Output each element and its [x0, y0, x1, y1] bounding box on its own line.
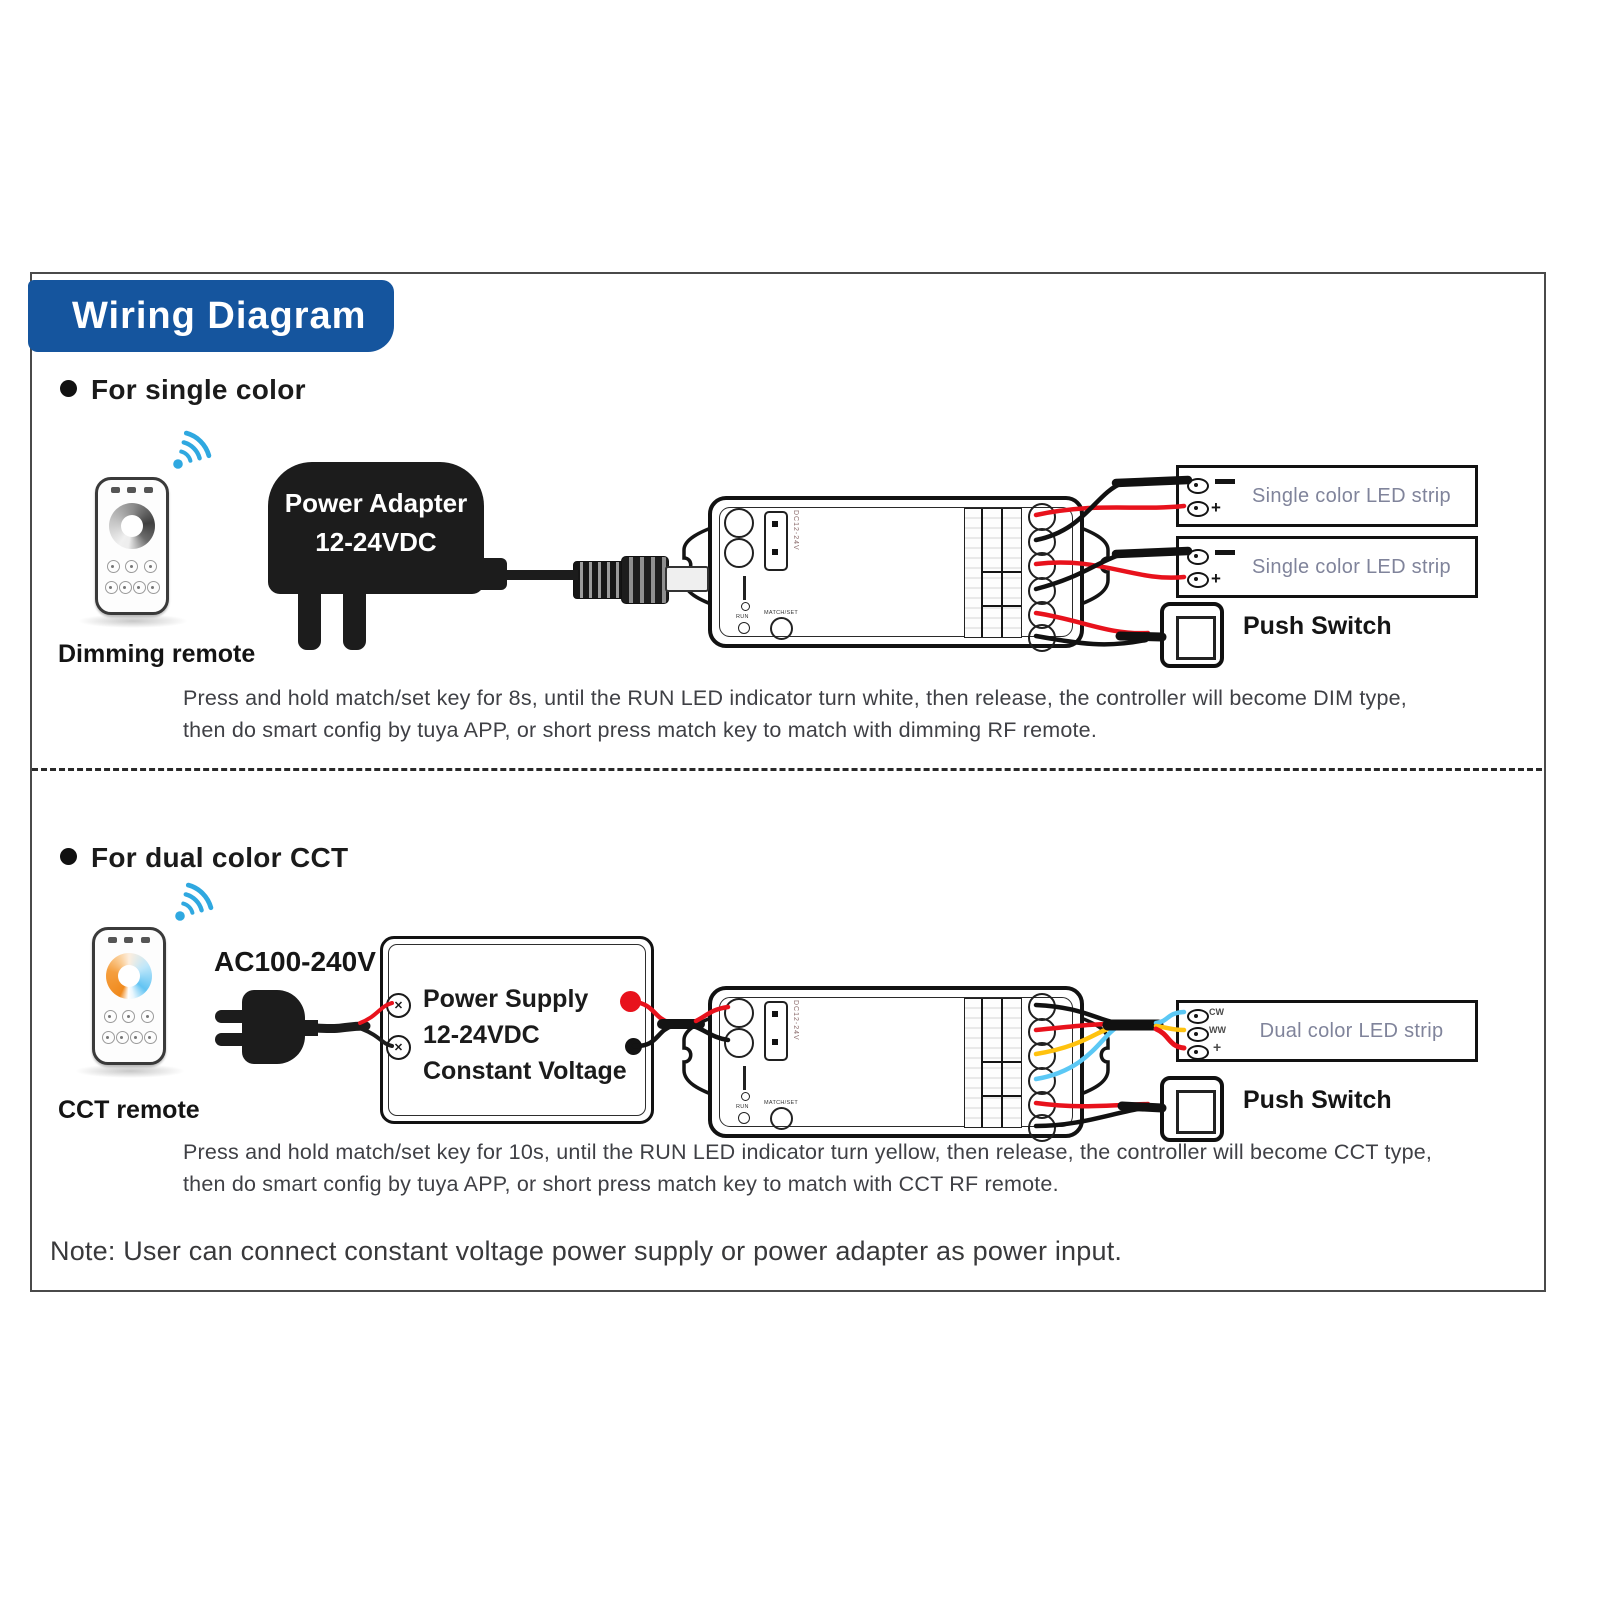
wifi-signal-icon — [172, 876, 220, 924]
dc-input-terminal — [724, 998, 754, 1028]
strip-terminal-plus — [1187, 572, 1209, 588]
strip-terminal-plus — [1187, 1045, 1209, 1060]
match-set-button — [770, 1107, 793, 1130]
polarity-block — [764, 511, 788, 571]
cct-dial — [106, 953, 152, 999]
dc-input-terminal — [724, 538, 754, 568]
section2-description: Press and hold match/set key for 10s, until the RUN LED indicator turn yellow, then release, the controller will become CCT type, then do smart config by tuya APP, or short press match key to match with CCT RF remote. — [183, 1140, 1433, 1196]
output-terminal-block — [964, 508, 1022, 638]
ps-input-terminal: ✕ — [386, 1035, 411, 1060]
remote-top-buttons — [95, 937, 163, 943]
push-switch-label: Push Switch — [1243, 1086, 1392, 1114]
strip-terminal-minus — [1187, 478, 1209, 494]
dimming-dial — [109, 503, 155, 549]
wifi-signal-icon — [170, 424, 218, 472]
dc-jack-symbol — [743, 576, 746, 600]
run-led — [738, 622, 750, 634]
remote-shadow — [75, 1064, 185, 1078]
match-set-label: MATCH/SET — [764, 610, 799, 616]
push-switch-label: Push Switch — [1243, 612, 1392, 640]
dc-input-terminal — [724, 508, 754, 538]
terminal-label-cw: CW — [1209, 1007, 1224, 1017]
adapter-prong — [298, 592, 321, 650]
strip-terminal-cw — [1187, 1009, 1209, 1024]
section1-heading: For single color — [60, 374, 306, 406]
plug-prong — [215, 1033, 245, 1046]
run-led-label: RUN — [736, 1104, 749, 1110]
plug-prong — [215, 1010, 245, 1023]
minus-mark — [1215, 550, 1235, 555]
page-title: Wiring Diagram — [72, 294, 367, 337]
output-terminal-block — [964, 998, 1022, 1128]
remote-button-row — [95, 1031, 163, 1044]
push-switch-2 — [1160, 1076, 1224, 1142]
output-terminal — [1028, 552, 1056, 580]
match-set-label: MATCH/SET — [764, 1100, 799, 1106]
dc-input-terminal — [724, 1028, 754, 1058]
plus-mark: + — [1211, 569, 1221, 588]
strip-label: Dual color LED strip — [1259, 1019, 1444, 1042]
power-adapter-label: Power Adapter — [284, 488, 468, 518]
output-terminal — [1028, 993, 1056, 1021]
adapter-cord-tab — [481, 558, 507, 590]
dimming-remote — [95, 477, 169, 615]
output-terminal — [1028, 503, 1056, 531]
polarity-block — [764, 1001, 788, 1061]
minus-mark — [1215, 479, 1235, 484]
strip-terminal-ww — [1187, 1027, 1209, 1042]
ac-plug — [242, 990, 305, 1064]
plus-mark: + — [1211, 498, 1221, 517]
strip-label: Single color LED strip — [1252, 484, 1451, 507]
strip-terminal-plus — [1187, 501, 1209, 517]
cct-remote — [92, 927, 166, 1065]
dimming-remote-label: Dimming remote — [58, 640, 256, 668]
cct-remote-label: CCT remote — [58, 1096, 200, 1124]
note-text: Note: User can connect constant voltage power supply or power adapter as power input. — [50, 1236, 1123, 1266]
run-led — [738, 1112, 750, 1124]
section-divider — [32, 768, 1542, 771]
single-color-led-strip-1 — [1176, 465, 1478, 527]
dc-input-label: DC12-24V — [792, 510, 799, 551]
ps-input-terminal: ✕ — [386, 993, 411, 1018]
plug-neck — [302, 1020, 318, 1036]
strip-label: Single color LED strip — [1252, 555, 1451, 578]
single-color-led-strip-2 — [1176, 536, 1478, 598]
led-controller-2 — [676, 980, 1116, 1146]
terminal-label-plus: + — [1213, 1039, 1222, 1055]
ac-input-label: AC100-240V — [214, 946, 376, 977]
power-supply — [380, 936, 654, 1124]
dc-jack-symbol — [743, 1066, 746, 1090]
dc-input-label: DC12-24V — [792, 1000, 799, 1041]
ps-output-positive — [620, 991, 641, 1012]
remote-button-row — [98, 581, 166, 594]
power-adapter — [268, 462, 484, 594]
output-terminal — [1028, 1042, 1056, 1070]
dc-connector-barrel — [621, 556, 669, 604]
remote-top-buttons — [98, 487, 166, 493]
strip-terminal-minus — [1187, 549, 1209, 565]
remote-button-row — [95, 1010, 163, 1023]
led-controller-1 — [676, 490, 1116, 656]
section1-description: Press and hold match/set key for 8s, until the RUN LED indicator turn white, then release, the controller will become DIM type, then do smart config by tuya APP, or short press match key to match with dimming RF remote. — [183, 686, 1407, 742]
remote-shadow — [78, 614, 188, 628]
dc-connector-tip — [665, 566, 709, 592]
page-title-banner — [28, 280, 394, 352]
ps-output-negative — [625, 1038, 642, 1055]
dual-color-led-strip — [1176, 1000, 1478, 1062]
adapter-prong — [343, 592, 366, 650]
match-set-button — [770, 617, 793, 640]
power-supply-text: Power Supply 12-24VDC Constant Voltage — [423, 985, 627, 1085]
remote-button-row — [98, 560, 166, 573]
output-terminal — [1028, 624, 1056, 652]
bullet-icon — [60, 380, 77, 397]
run-led-label: RUN — [736, 614, 749, 620]
power-adapter-voltage: 12-24VDC — [315, 527, 437, 557]
terminal-label-ww: WW — [1209, 1025, 1226, 1035]
dc-connector-barrel — [573, 561, 625, 599]
push-switch-1 — [1160, 602, 1224, 668]
bullet-icon — [60, 848, 77, 865]
section2-heading: For dual color CCT — [60, 842, 348, 874]
